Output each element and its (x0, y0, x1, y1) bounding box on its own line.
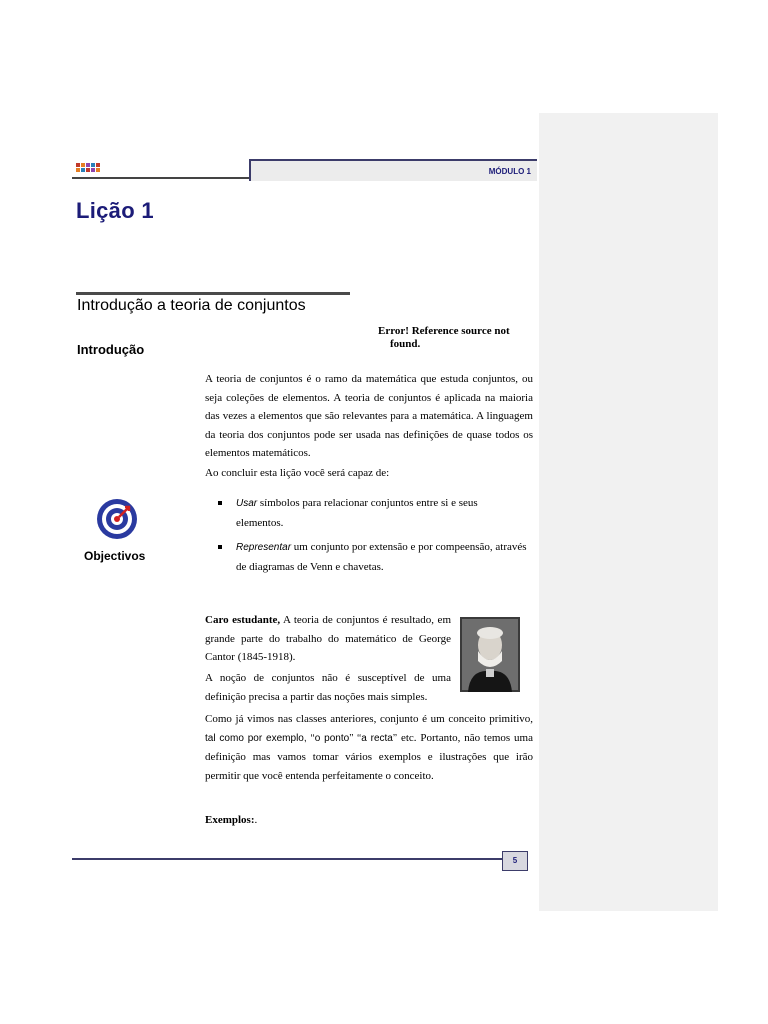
concept-paragraph: Como já vimos nas classes anteriores, conjunto é um conceito primitivo, tal como por exemplo, ‘‘o ponto’’ ‘‘a recta’’ etc. Portanto, não temos uma definição mas vamos tomar vários exemplos e ilustrações que irão permitir que você entenda perfeitamente o conceito. (205, 713, 533, 782)
cantor-paragraph: Caro estudante, A teoria de conjuntos é resultado, em grande parte do trabalho do matemático de George Cantor (1845-1918). (205, 614, 451, 663)
reference-error-note: Error! Reference source not found. (378, 325, 510, 350)
bullet-marker (218, 545, 222, 549)
comment-pane (539, 113, 718, 911)
footer-rule (72, 858, 502, 860)
header-rule (72, 177, 249, 179)
list-item: Representar um conjunto por extensão e por compeensão, através de diagramas de Venn e chavetas. (217, 538, 527, 576)
intro-paragraph: A teoria de conjuntos é o ramo da matemática que estuda conjuntos, ou seja coleções de elementos. A teoria de conjuntos é aplicada na maioria das vezes a elementos que são relevantes para a matemática. A linguagem da teoria dos conjuntos pode ser usada nas definições de quase todos os elementos matemáticos. (205, 373, 533, 459)
module-header (249, 159, 537, 181)
portrait-image (460, 617, 520, 692)
definition-paragraph: A noção de conjuntos não é susceptível de uma definição precisa a partir das noções mais simples. (205, 672, 451, 703)
section-rule (76, 292, 350, 295)
module-label: MÓDULO 1 (488, 167, 531, 176)
examples-label: Exemplos:. (205, 814, 258, 826)
bullet-marker (218, 501, 222, 505)
lesson-title: Lição 1 (76, 198, 154, 223)
list-item: Usar símbolos para relacionar conjuntos entre si e seus elementos. (217, 494, 527, 532)
section-title: Introdução a teoria de conjuntos (77, 297, 306, 314)
page-number: 5 (502, 851, 528, 871)
objectives-intro: Ao concluir esta lição você será capaz de: (205, 467, 390, 479)
objectives-list (217, 494, 527, 582)
publisher-logo (76, 163, 104, 172)
objectives-label: Objectivos (84, 549, 146, 563)
intro-subheading: Introdução (77, 342, 145, 357)
target-icon (96, 498, 138, 540)
